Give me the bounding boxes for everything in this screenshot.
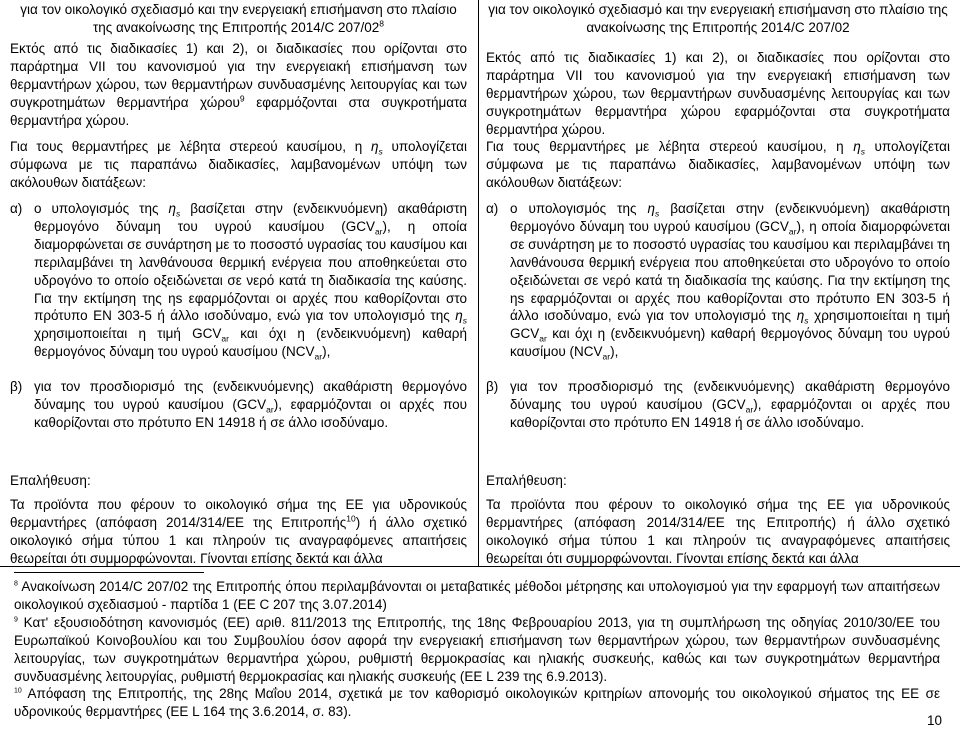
footnote-ref-10[interactable]: 10 bbox=[346, 513, 356, 524]
item-b-text: για τον προσδιορισμό της (ενδεικνυόμενης) ακαθάριστη θερμογόνο δύναμης του υγρού καυσίμου $(GCV_{ar})$, εφαρμόζονται οι αρχές που καθορίζονται στο πρότυπο EN 14918 ή σε άλλο ισοδύναμο. bbox=[34, 379, 467, 430]
item-a-label: α) bbox=[486, 201, 499, 216]
right-verification-text: Τα προϊόντα που φέρουν το οικολογικό σήμα της ΕΕ για υδρονικούς θερμαντήρες (απόφαση 2014/314/ΕΕ της Επιτροπής) ή άλλο σχετικό οικολογικό σήμα τύπου 1 και πληρούν τις αναγραφόμενες απαιτήσεις θεωρείται ότι συμμορφώνονται. Γίνονται επίσης δεκτά και άλλα bbox=[486, 497, 950, 566]
left-column bbox=[0, 0, 478, 566]
footnote-ref-9[interactable]: 9 bbox=[239, 93, 245, 104]
left-verification-heading: Επαλήθευση: bbox=[10, 473, 91, 488]
item-b-text: για τον προσδιορισμό της (ενδεικνυόμενης) ακαθάριστη θερμογόνο δύναμης του υγρού καυσίμου $(GCV_{ar})$, εφαρμόζονται οι αρχές που καθορίζονται στο πρότυπο EN 14918 ή σε άλλο ισοδύναμο. bbox=[510, 379, 950, 430]
footnote-separator bbox=[14, 572, 204, 573]
right-column bbox=[478, 0, 960, 566]
right-intro: για τον οικολογικό σχεδιασμό και την ενεργειακή επισήμανση στο πλαίσιο της ανακοίνωσης της Επιτροπής 2014/C 207/02 bbox=[488, 2, 948, 35]
table-bottom-border bbox=[0, 566, 960, 567]
left-verification-text: Τα προϊόντα που φέρουν το οικολογικό σήμα της ΕΕ για υδρονικούς θερμαντήρες (απόφαση 2014/314/ΕΕ της Επιτροπής$^{10}$) ή άλλο σχετικό οικολογικό σήμα τύπου 1 και πληρούν τις αναγραφόμενες απαιτήσεις θεωρείται ότι συμμορφώνονται. Γίνονται επίσης δεκτά και άλλα bbox=[10, 497, 468, 566]
left-paragraph-solid-fuel: Για τους θερμαντήρες με λέβητα στερεού καυσίμου, η $\eta_s$ υπολογίζεται σύμφωνα με τις παραπάνω διαδικασίες, λαμβανομένων υπόψη των ακόλουθων διατάξεων: bbox=[10, 139, 467, 190]
left-paragraph-procedures: Εκτός από τις διαδικασίες 1) και 2), οι διαδικασίες που ορίζονται στο παράρτημα VII του κανονισμού για την ενεργειακή επισήμανση των θερμαντήρων χώρου, των θερμαντήρων συνδυασμένης λειτουργίας και των συγκροτημάτων θερμαντήρα χώρου$^9$ εφαρμόζονται στα συγκροτήματα θερμαντήρα χώρου. bbox=[10, 41, 467, 128]
footnote-8: $^8$ Ανακοίνωση 2014/C 207/02 της Επιτροπής όπου περιλαμβάνονται οι μεταβατικές μέθοδοι μέτρησης και υπολογισμού για την εφαρμογή των απαιτήσεων οικολογικού σχεδιασμού - παρτίδα 1 (ΕΕ C 207 της 3.07.2014) bbox=[14, 579, 940, 612]
right-item-a bbox=[486, 200, 950, 361]
item-b-label: β) bbox=[486, 379, 499, 394]
left-item-a bbox=[10, 200, 467, 361]
left-intro: για τον οικολογικό σχεδιασμό και την ενεργειακή επισήμανση στο πλαίσιο της ανακοίνωσης της Επιτροπής 2014/C $207/02^8$ bbox=[20, 2, 457, 35]
right-paragraph-procedures: Εκτός από τις διαδικασίες 1) και 2), οι διαδικασίες που ορίζονται στο παράρτημα VII του κανονισμού για την ενεργειακή επισήμανση των θερμαντήρων χώρου, των θερμαντήρων συνδυασμένης λειτουργίας και των συγκροτημάτων θερμαντήρα χώρου εφαρμόζονται στα συγκροτήματα θερμαντήρα χώρου. bbox=[486, 50, 950, 137]
item-a-label: α) bbox=[10, 201, 23, 216]
footnotes bbox=[14, 578, 940, 721]
item-a-text: ο υπολογισμός της $\eta_s$ βασίζεται στην (ενδεικνυόμενη) ακαθάριστη θερμογόνο δύναμη του υγρού καυσίμου $(GCV_{ar})$, η οποία διαμορφώνεται σε συνάρτηση με το ποσοστό υγρασίας του καυσίμου και περιλαμβάνει τη λανθάνουσα θερμική ενέργεια που αποθηκεύεται στο υδρογόνο το οποίο οξειδώνεται σε νερό κατά τη διαδικασία της καύσης. Για την εκτίμηση της ηs εφαρμόζονται οι αρχές που καθορίζονται στο πρότυπο EN 303-5 ή άλλο ισοδύναμο, ενώ για τον υπολογισμό της $\eta_s$ χρησιμοποιείται η τιμή $GCV_{ar}$ και όχι η (ενδεικνυόμενη) καθαρή θερμογόνος δύναμη του υγρού καυσίμου $(NCV_{ar})$, bbox=[510, 201, 950, 362]
footnote-10: $^{10}$ Απόφαση της Επιτροπής, της 28ης Μαΐου 2014, σχετικά με τον καθορισμό οικολογικών κριτηρίων απονομής του οικολογικού σήματος της ΕΕ σε υδρονικούς θερμαντήρες (ΕΕ L 164 της 3.6.2014, σ. 83). bbox=[14, 686, 940, 720]
footnote-9: $^9$ Κατ' εξουσιοδότηση κανονισμός (ΕΕ) αριθ. 811/2013 της Επιτροπής, της 18ης Φεβρουαρίου 2013, για τη συμπλήρωση της οδηγίας 2010/30/ΕΕ του Ευρωπαϊκού Κοινοβουλίου και του Συμβουλίου όσον αφορά την ενεργειακή επισήμανση των θερμαντήρων χώρου, των θερμαντήρων συνδυασμένης λειτουργίας, των συγκροτημάτων θερμαντήρα χώρου, ρυθμιστή θερμοκρασίας και ηλιακής συσκευής, καθώς και των συγκροτημάτων θερμαντήρα συνδυασμένης λειτουργίας, ρυθμιστή θερμοκρασίας και ηλιακής συσκευής (ΕΕ L 239 της 6.9.2013). bbox=[14, 614, 940, 684]
column-divider bbox=[478, 0, 479, 566]
right-paragraph-solid-fuel: Για τους θερμαντήρες με λέβητα στερεού καυσίμου, η $\eta_s$ υπολογίζεται σύμφωνα με τις παραπάνω διαδικασίες, λαμβανομένων υπόψη των ακόλουθων διατάξεων: bbox=[486, 139, 950, 190]
item-a-text: ο υπολογισμός της $\eta_s$ βασίζεται στην (ενδεικνυόμενη) ακαθάριστη θερμογόνο δύναμη του υγρού καυσίμου $(GCV_{ar})$, η οποία διαμορφώνεται σε συνάρτηση με το ποσοστό υγρασίας του καυσίμου και περιλαμβάνει τη λανθάνουσα θερμική ενέργεια που αποθηκεύεται στο υδρογόνο το οποίο οξειδώνεται σε νερό κατά τη διαδικασία της καύσης. Για την εκτίμηση της ηs εφαρμόζονται οι αρχές που καθορίζονται στο πρότυπο EN 303-5 ή άλλο ισοδύναμο, ενώ για τον υπολογισμό της $\eta_s$ χρησιμοποιείται η τιμή $GCV_{ar}$ και όχι η (ενδεικνυόμενη) καθαρή θερμογόνος δύναμη του υγρού καυσίμου $(NCV_{ar})$, bbox=[34, 201, 467, 362]
right-item-b bbox=[486, 378, 950, 432]
item-b-label: β) bbox=[10, 379, 23, 394]
footnote-ref-8[interactable]: 8 bbox=[379, 18, 385, 29]
right-verification-heading: Επαλήθευση: bbox=[486, 473, 567, 488]
left-item-b bbox=[10, 378, 467, 432]
page-number: 10 bbox=[926, 713, 942, 728]
